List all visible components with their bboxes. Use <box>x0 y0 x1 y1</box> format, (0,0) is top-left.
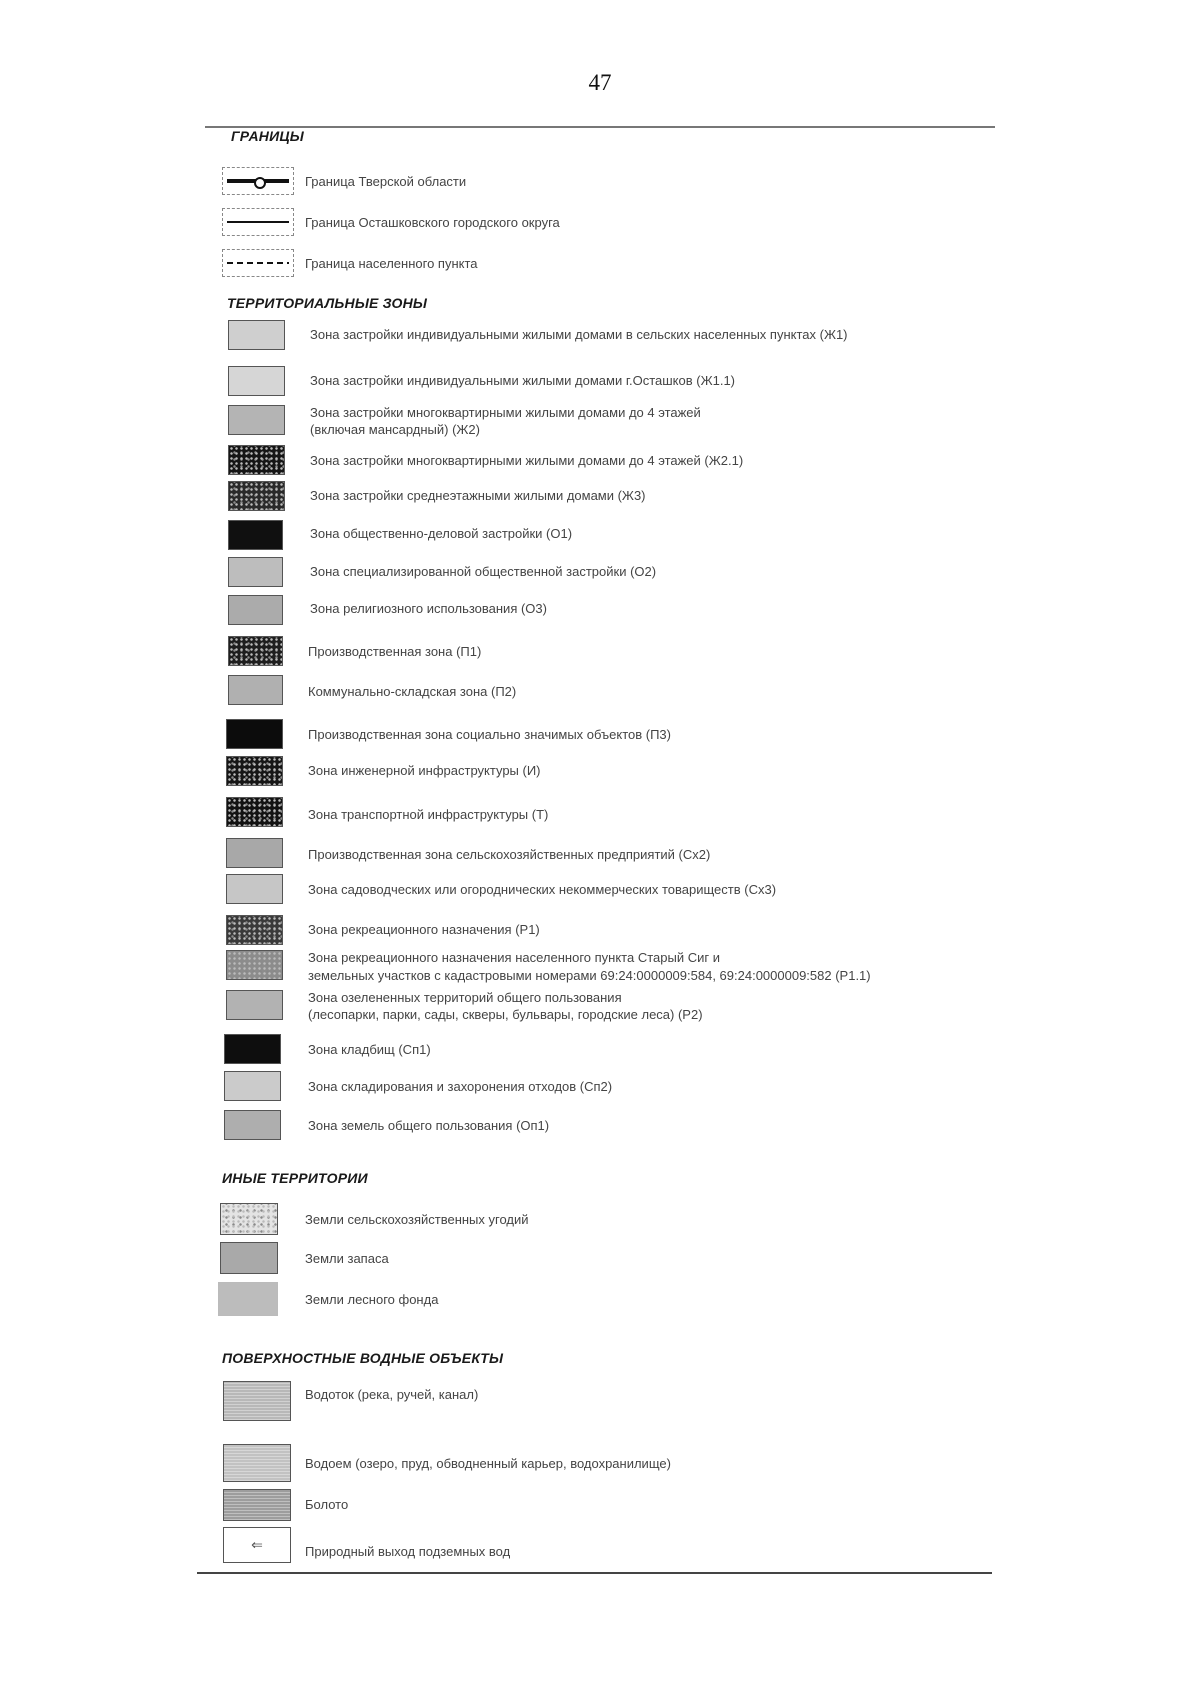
legend-label: Зона транспортной инфраструктуры (Т) <box>308 807 549 822</box>
zone-swatch <box>226 838 283 868</box>
legend-label: Зона специализированной общественной застройки (О2) <box>310 564 657 579</box>
legend-label: Граница Тверской области <box>305 174 467 189</box>
legend-label: Водоток (река, ручей, канал) <box>305 1387 479 1402</box>
section-heading-borders: ГРАНИЦЫ <box>231 128 304 144</box>
legend-label: Зона рекреационного назначения населенного пункта Старый Сиг и <box>308 950 720 965</box>
legend-label: Граница Осташковского городского округа <box>305 215 560 230</box>
water-swatch <box>223 1381 291 1421</box>
legend-label: Зона земель общего пользования (Оп1) <box>308 1118 550 1133</box>
region-border-symbol <box>222 167 294 195</box>
zone-swatch <box>226 950 283 980</box>
legend-label: Зона озелененных территорий общего пользования <box>308 990 622 1005</box>
zone-swatch <box>224 1034 281 1064</box>
legend-label-continued: (лесопарки, парки, сады, скверы, бульвары, городские леса) (Р2) <box>308 1007 703 1022</box>
legend-label: Зона рекреационного назначения (Р1) <box>308 922 540 937</box>
settlement-border-symbol <box>222 249 294 277</box>
spring-arrow-icon: ⇐ <box>251 1536 263 1553</box>
zone-swatch <box>228 557 283 587</box>
legend-label: Производственная зона социально значимых объектов (П3) <box>308 727 671 742</box>
legend-label: Зона застройки многоквартирными жилыми домами до 4 этажей <box>310 405 701 420</box>
legend-label: Водоем (озеро, пруд, обводненный карьер, водохранилище) <box>305 1456 671 1471</box>
section-heading-zones: ТЕРРИТОРИАЛЬНЫЕ ЗОНЫ <box>227 295 428 311</box>
legend-label: Производственная зона сельскохозяйственных предприятий (Сх2) <box>308 847 711 862</box>
zone-swatch <box>228 595 283 625</box>
zone-swatch <box>224 1071 281 1101</box>
zone-swatch <box>224 1110 281 1140</box>
zone-swatch <box>226 719 283 749</box>
zone-swatch <box>228 405 285 435</box>
water-swatch <box>223 1444 291 1482</box>
territory-swatch <box>220 1242 278 1274</box>
legend-label: Зона религиозного использования (О3) <box>310 601 547 616</box>
legend-label: Зона застройки индивидуальными жилыми домами г.Осташков (Ж1.1) <box>310 373 736 388</box>
bottom-divider <box>197 1572 992 1574</box>
territory-swatch <box>220 1203 278 1235</box>
zone-swatch <box>226 990 283 1020</box>
zone-swatch <box>228 320 285 350</box>
legend-label: Зона кладбищ (Сп1) <box>308 1042 431 1057</box>
zone-swatch <box>228 481 285 511</box>
water-swatch <box>223 1489 291 1521</box>
zone-swatch <box>228 636 283 666</box>
legend-label: Земли сельскохозяйственных угодий <box>305 1212 529 1227</box>
zone-swatch <box>226 756 283 786</box>
top-divider <box>205 126 995 128</box>
legend-label: Болото <box>305 1497 349 1512</box>
section-heading-water-objects: ПОВЕРХНОСТНЫЕ ВОДНЫЕ ОБЪЕКТЫ <box>222 1350 504 1366</box>
legend-label-continued: (включая мансардный) (Ж2) <box>310 422 480 437</box>
zone-swatch <box>226 915 283 945</box>
section-heading-other-territories: ИНЫЕ ТЕРРИТОРИИ <box>222 1170 368 1186</box>
zone-swatch <box>228 520 283 550</box>
legend-label: Земли запаса <box>305 1251 389 1266</box>
legend-label: Зона общественно-деловой застройки (О1) <box>310 526 573 541</box>
legend-label: Зона застройки многоквартирными жилыми домами до 4 этажей (Ж2.1) <box>310 453 744 468</box>
legend-label: Зона садоводческих или огороднических некоммерческих товариществ (Сх3) <box>308 882 777 897</box>
zone-swatch <box>226 874 283 904</box>
zone-swatch <box>228 675 283 705</box>
legend-label: Зона застройки индивидуальными жилыми домами в сельских населенных пунктах (Ж1) <box>310 327 848 342</box>
legend-label: Граница населенного пункта <box>305 256 478 271</box>
district-border-symbol <box>222 208 294 236</box>
zone-swatch <box>226 797 283 827</box>
page-number: 47 <box>588 70 612 95</box>
zone-swatch <box>228 366 285 396</box>
legend-label: Производственная зона (П1) <box>308 644 482 659</box>
legend-label: Природный выход подземных вод <box>305 1544 511 1559</box>
territory-swatch <box>218 1282 278 1316</box>
zone-swatch <box>228 445 285 475</box>
legend-label: Земли лесного фонда <box>305 1292 439 1307</box>
legend-label: Зона складирования и захоронения отходов (Сп2) <box>308 1079 613 1094</box>
legend-label: Зона инженерной инфраструктуры (И) <box>308 763 541 778</box>
legend-label: Коммунально-складская зона (П2) <box>308 684 517 699</box>
legend-label: Зона застройки среднеэтажными жилыми домами (Ж3) <box>310 488 646 503</box>
spring-symbol <box>223 1527 291 1563</box>
legend-label-continued: земельных участков с кадастровыми номерами 69:24:0000009:584, 69:24:0000009:582 (Р1.1) <box>308 968 871 983</box>
